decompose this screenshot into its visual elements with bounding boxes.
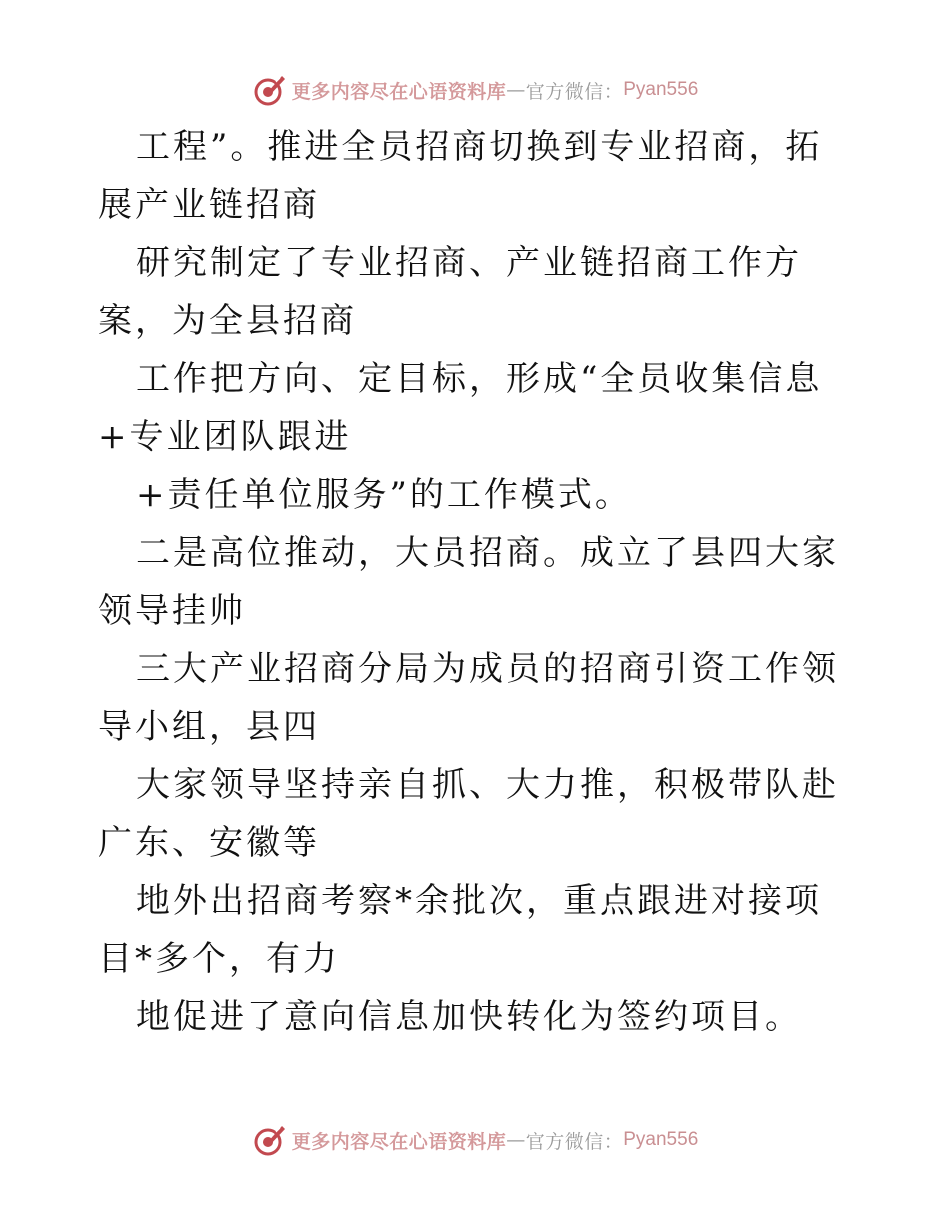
watermark-banner-top <box>0 70 950 110</box>
watermark-main-text: 更多内容尽在心语资料库 <box>291 1130 507 1153</box>
paragraph: 研究制定了专业招商、产业链招商工作方案，为全县招商 <box>98 243 802 341</box>
paragraph: 三大产业招商分局为成员的招商引资工作领导小组，县四 <box>98 649 839 747</box>
watermark-id-text: Pyan556 <box>623 79 699 100</box>
watermark-dash: — <box>506 79 526 101</box>
body-text <box>98 118 858 1046</box>
watermark-sub-text: 官方微信： <box>525 80 624 103</box>
watermark-id-text: Pyan556 <box>623 1129 699 1150</box>
watermark-sub-text: 官方微信： <box>525 1130 624 1153</box>
paragraph: 地外出招商考察*余批次，重点跟进对接项目*多个，有力 <box>98 881 822 979</box>
paragraph: 工程”。推进全员招商切换到专业招商，拓展产业链招商 <box>98 127 823 225</box>
paragraph: 二是高位推动，大员招商。成立了县四大家领导挂帅 <box>98 533 839 631</box>
watermark-dash: — <box>506 1129 526 1151</box>
paragraph: +责任单位服务”的工作模式。 <box>136 475 632 515</box>
paragraph: 地促进了意向信息加快转化为签约项目。 <box>136 997 802 1037</box>
paragraph: 大家领导坚持亲自抓、大力推，积极带队赴广东、安徽等 <box>98 765 839 863</box>
pen-logo-icon <box>252 72 288 108</box>
watermark-main-text: 更多内容尽在心语资料库 <box>291 80 507 103</box>
watermark-banner-bottom <box>0 1120 950 1160</box>
paragraph: 工作把方向、定目标，形成“全员收集信息+专业团队跟进 <box>98 359 823 457</box>
pen-logo-icon <box>252 1122 288 1158</box>
